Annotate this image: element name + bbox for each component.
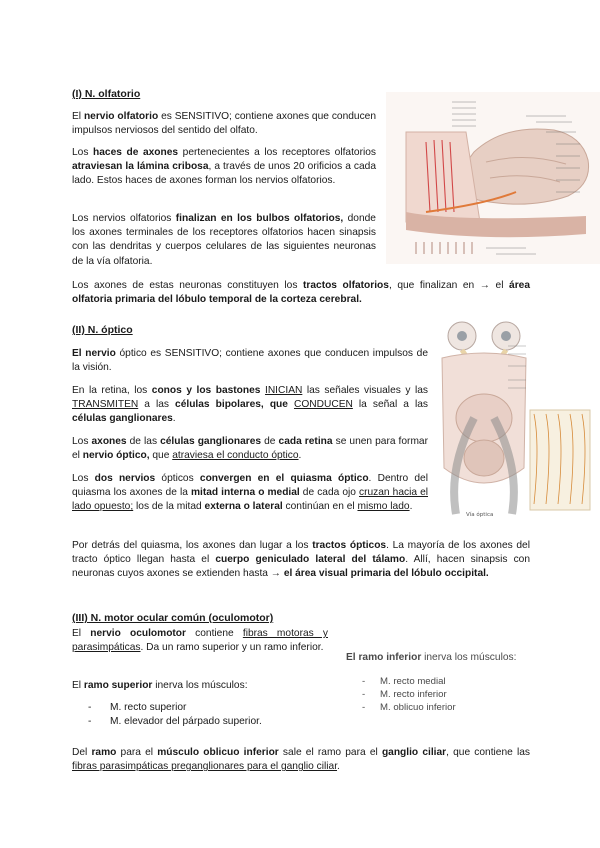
- paragraph: Los axones de las células ganglionares de cada retina se unen para formar el nervio óptico, que atraviesa el conducto óptico.: [72, 436, 428, 462]
- list-item: - M. oblicuo inferior: [362, 701, 456, 714]
- optic-pathway-figure: [434, 318, 600, 528]
- paragraph: El nervio olfatorio es SENSITIVO; contiene axones que conducen impulsos nerviosos del sentido del olfato.: [72, 111, 376, 137]
- paragraph: El ramo superior inerva los músculos:: [72, 680, 248, 691]
- paragraph: El nervio óptico es SENSITIVO; contiene axones que conducen impulsos de la visión.: [72, 348, 428, 374]
- paragraph: Los dos nervios ópticos convergen en el quiasma óptico. Dentro del quiasma los axones de la mitad interna o medial de cada ojo cruzan hacia el lado opuesto; los de la mitad externa o lateral continúan en el mismo lado.: [72, 473, 428, 513]
- superior-branch-muscle-list: [88, 701, 262, 729]
- paragraph: Los axones de estas neuronas constituyen los tractos olfatorios, que finalizan en → el área olfatoria primaria del lóbulo temporal de la corteza cerebral.: [72, 280, 530, 306]
- figure-caption: Vía óptica: [466, 512, 494, 518]
- paragraph: Del ramo para el músculo oblicuo inferior sale el ramo para el ganglio ciliar, que contiene las fibras parasimpáticas preganglionares para el ganglio ciliar.: [72, 747, 531, 773]
- section-heading-optico: (II) N. óptico: [72, 324, 133, 336]
- paragraph: Los nervios olfatorios finalizan en los bulbos olfatorios, donde los axones terminales de los receptores olfatorios hacen sinapsis con las dendritas y cuerpos celulares de las siguientes neuronas de la vía olfatoria.: [72, 213, 376, 267]
- list-item: - M. recto medial: [362, 675, 456, 688]
- inferior-branch-muscle-list: [362, 675, 456, 714]
- list-item: - M. recto superior: [88, 701, 262, 715]
- list-item: - M. recto inferior: [362, 688, 456, 701]
- olfactory-anatomy-figure: [386, 92, 600, 264]
- paragraph: El ramo inferior inerva los músculos:: [346, 652, 517, 663]
- paragraph: Por detrás del quiasma, los axones dan lugar a los tractos ópticos. La mayoría de los axones del tracto óptico llegan hasta el cuerpo geniculado lateral del tálamo. Allí, hacen sinapsis con neuronas cuyos axones se extienden hasta → el área visual primaria del lóbulo occipital.: [72, 540, 530, 580]
- paragraph: Los haces de axones pertenecientes a los receptores olfatorios atraviesan la lámina cribosa, a través de unos 20 orificios a cada lado. Estos haces de axones forman los nervios olfatorios.: [72, 147, 376, 187]
- paragraph: El nervio oculomotor contiene fibras motoras y parasimpáticas. Da un ramo superior y un ramo inferior.: [72, 628, 328, 654]
- section-heading-olfatorio: (I) N. olfatorio: [72, 88, 141, 100]
- list-item: - M. elevador del párpado superior.: [88, 715, 262, 729]
- section-heading-oculomotor: (III) N. motor ocular común (oculomotor): [72, 612, 274, 624]
- paragraph: En la retina, los conos y los bastones INICIAN las señales visuales y las TRANSMITEN a las células bipolares, que CONDUCEN la señal a las células ganglionares.: [72, 385, 428, 425]
